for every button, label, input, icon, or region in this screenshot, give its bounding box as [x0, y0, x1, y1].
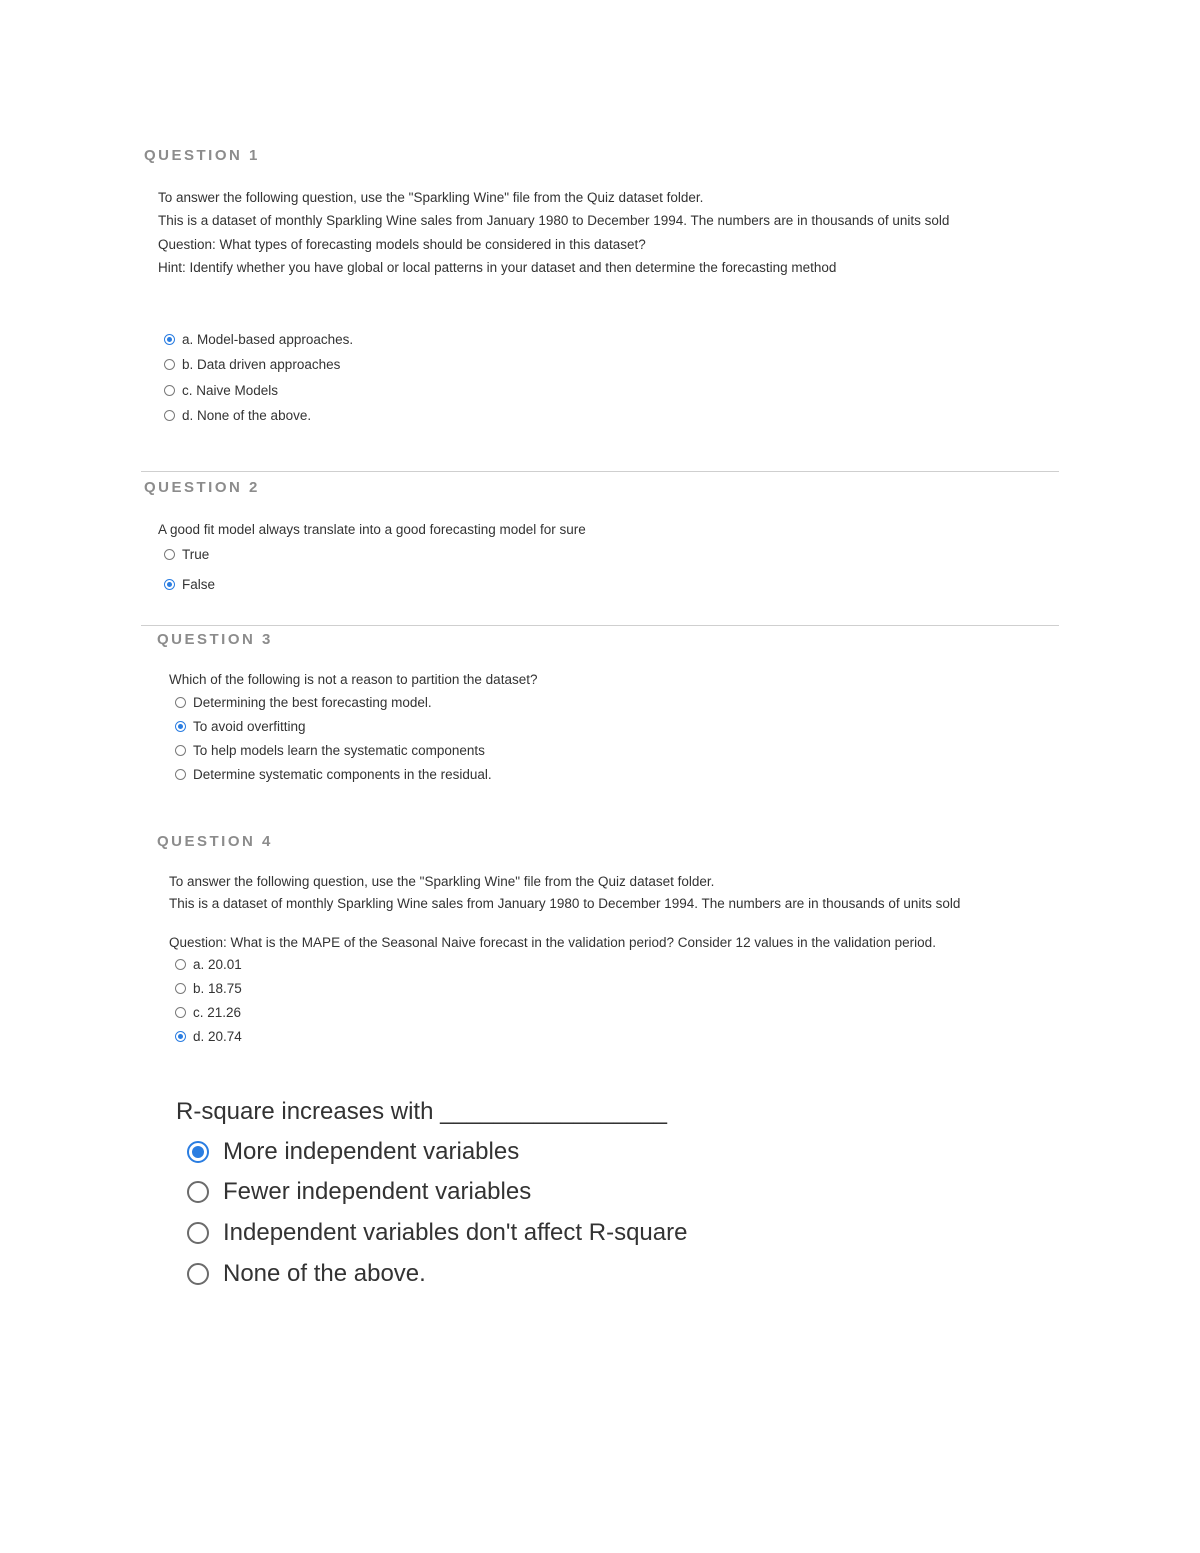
option-label: True — [182, 547, 210, 562]
radio-icon[interactable] — [175, 983, 186, 994]
radio-icon[interactable] — [175, 1007, 186, 1018]
radio-selected-icon[interactable] — [187, 1141, 209, 1163]
question-3-option-4[interactable] — [175, 767, 492, 782]
question-4-question-text: Question: What is the MAPE of the Seasonal Naive forecast in the validation period? Consider 12 values in the validation period. — [169, 935, 936, 950]
question-4-option-b[interactable] — [175, 981, 242, 996]
r-square-option-3[interactable] — [187, 1219, 687, 1247]
option-label: a. Model-based approaches. — [182, 332, 354, 347]
r-square-option-2[interactable] — [187, 1178, 531, 1206]
question-2-option-false[interactable] — [164, 577, 215, 592]
question-1-option-d[interactable] — [164, 408, 311, 423]
question-4-option-a[interactable] — [175, 957, 242, 972]
question-2-prompt: A good fit model always translate into a good forecasting model for sure — [158, 522, 586, 537]
radio-icon[interactable] — [175, 697, 186, 708]
question-1-dataset-description: This is a dataset of monthly Sparkling Wine sales from January 1980 to December 1994. The numbers are in thousands of units sold — [158, 213, 950, 228]
option-label: a. 20.01 — [193, 957, 242, 972]
radio-icon[interactable] — [164, 410, 175, 421]
radio-icon[interactable] — [175, 959, 186, 970]
question-3-option-3[interactable] — [175, 743, 485, 758]
question-4-dataset-description: This is a dataset of monthly Sparkling Wine sales from January 1980 to December 1994. The numbers are in thousands of units sold — [169, 896, 961, 911]
question-1-option-c[interactable] — [164, 383, 278, 398]
question-3-heading: QUESTION 3 — [157, 631, 273, 648]
option-label: Fewer independent variables — [223, 1178, 532, 1205]
r-square-question-prompt: R-square increases with _________________ — [176, 1098, 668, 1125]
option-label: False — [182, 577, 216, 592]
question-1-instruction: To answer the following question, use the "Sparkling Wine" file from the Quiz dataset folder. — [158, 190, 704, 205]
option-label: To avoid overfitting — [193, 719, 306, 734]
radio-selected-icon[interactable] — [164, 334, 175, 345]
question-4-heading: QUESTION 4 — [157, 833, 273, 850]
question-2-heading: QUESTION 2 — [144, 479, 260, 496]
r-square-option-1[interactable] — [187, 1138, 519, 1166]
option-label: Determine systematic components in the residual. — [193, 767, 492, 782]
question-1-hint: Hint: Identify whether you have global or local patterns in your dataset and then determine the forecasting method — [158, 260, 837, 275]
radio-icon[interactable] — [187, 1263, 209, 1285]
option-label: c. 21.26 — [193, 1005, 242, 1020]
option-label: None of the above. — [223, 1260, 426, 1287]
radio-selected-icon[interactable] — [164, 579, 175, 590]
option-label: b. 18.75 — [193, 981, 242, 996]
question-1-option-a[interactable] — [164, 332, 353, 347]
option-label: b. Data driven approaches — [182, 357, 341, 372]
question-1-option-b[interactable] — [164, 357, 340, 372]
radio-icon[interactable] — [164, 549, 175, 560]
question-divider — [141, 625, 1059, 626]
radio-icon[interactable] — [164, 385, 175, 396]
radio-icon[interactable] — [175, 745, 186, 756]
option-label: More independent variables — [223, 1138, 520, 1165]
radio-icon[interactable] — [164, 359, 175, 370]
question-3-option-2[interactable] — [175, 719, 306, 734]
option-label: d. None of the above. — [182, 408, 312, 423]
question-divider — [141, 471, 1059, 472]
question-3-option-1[interactable] — [175, 695, 432, 710]
radio-icon[interactable] — [187, 1181, 209, 1203]
question-1-heading: QUESTION 1 — [144, 147, 260, 164]
question-4-option-c[interactable] — [175, 1005, 241, 1020]
question-3-prompt: Which of the following is not a reason to partition the dataset? — [169, 672, 538, 687]
question-1-question-text: Question: What types of forecasting models should be considered in this dataset? — [158, 237, 646, 252]
option-label: c. Naive Models — [182, 383, 279, 398]
question-2-option-true[interactable] — [164, 547, 209, 562]
radio-selected-icon[interactable] — [175, 721, 186, 732]
r-square-option-4[interactable] — [187, 1260, 426, 1288]
question-4-instruction: To answer the following question, use the "Sparkling Wine" file from the Quiz dataset folder. — [169, 874, 715, 889]
question-4-option-d[interactable] — [175, 1029, 242, 1044]
option-label: Determining the best forecasting model. — [193, 695, 432, 710]
radio-icon[interactable] — [175, 769, 186, 780]
option-label: d. 20.74 — [193, 1029, 242, 1044]
radio-icon[interactable] — [187, 1222, 209, 1244]
radio-selected-icon[interactable] — [175, 1031, 186, 1042]
option-label: To help models learn the systematic components — [193, 743, 485, 758]
option-label: Independent variables don't affect R-square — [223, 1219, 688, 1246]
